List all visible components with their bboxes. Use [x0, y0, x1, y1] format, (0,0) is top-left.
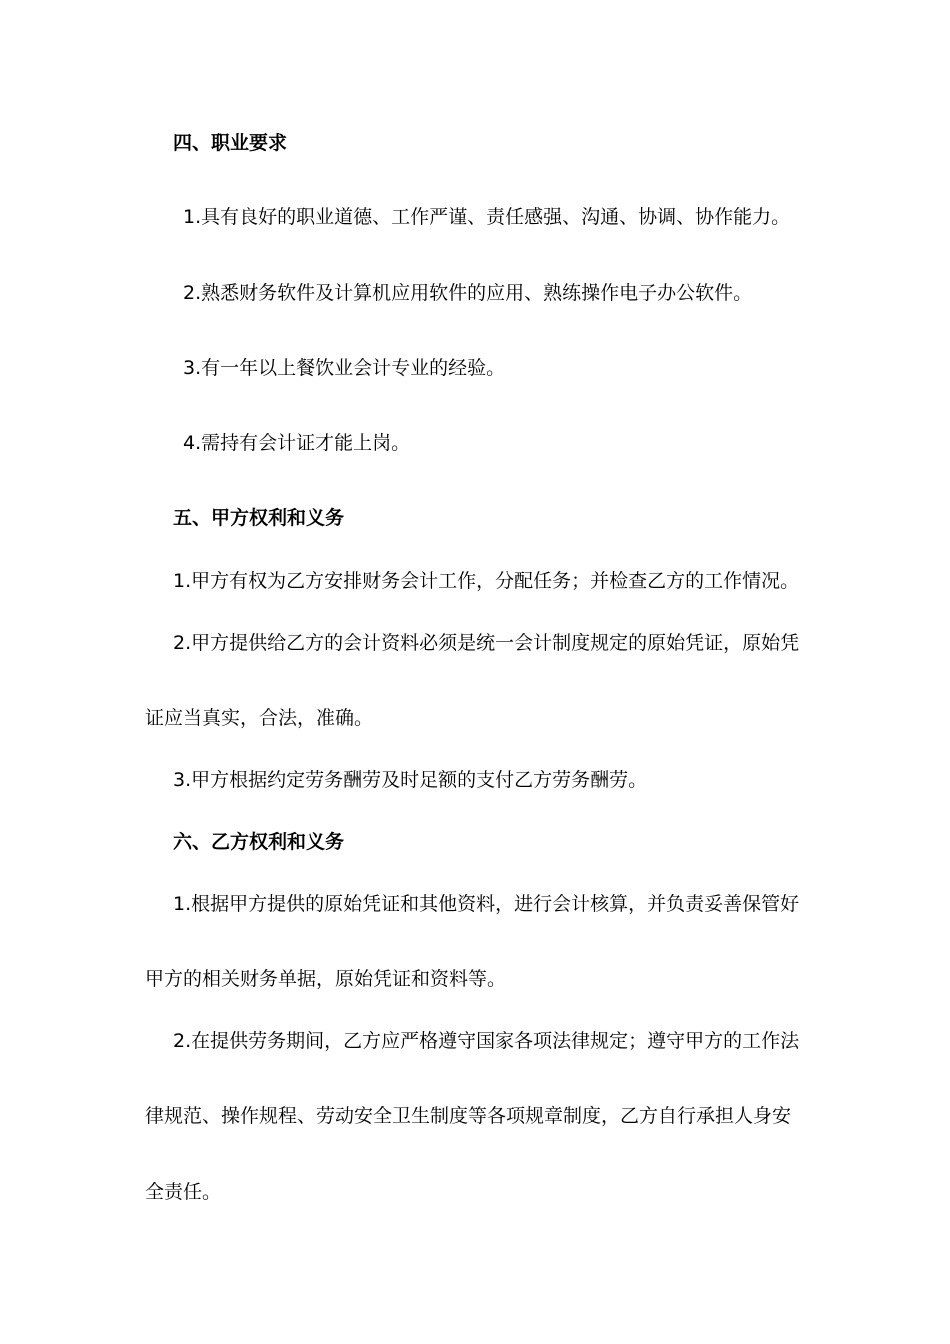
party-b-clause-1-cont: 甲方的相关财务单据，原始凭证和资料等。 — [145, 968, 507, 990]
party-a-clause-1: 1.甲方有权为乙方安排财务会计工作，分配任务；并检查乙方的工作情况。 — [173, 570, 800, 592]
party-b-clause-2: 2.在提供劳务期间，乙方应严格遵守国家各项法律规定；遵守甲方的工作法 — [173, 1030, 800, 1052]
party-a-clause-2: 2.甲方提供给乙方的会计资料必须是统一会计制度规定的原始凭证，原始凭 — [173, 632, 800, 654]
requirement-item-4: 4.需持有会计证才能上岗。 — [183, 432, 411, 454]
requirement-item-3: 3.有一年以上餐饮业会计专业的经验。 — [183, 357, 506, 379]
section-heading-4: 四、职业要求 — [173, 132, 288, 154]
requirement-item-2: 2.熟悉财务软件及计算机应用软件的应用、熟练操作电子办公软件。 — [183, 282, 753, 304]
party-a-clause-2-cont: 证应当真实，合法，准确。 — [145, 707, 374, 729]
requirement-item-1: 1.具有良好的职业道德、工作严谨、责任感强、沟通、协调、协作能力。 — [183, 206, 791, 228]
section-heading-6: 六、乙方权利和义务 — [173, 831, 345, 853]
section-heading-5: 五、甲方权利和义务 — [173, 507, 345, 529]
party-a-clause-3: 3.甲方根据约定劳务酬劳及时足额的支付乙方劳务酬劳。 — [173, 769, 648, 791]
party-b-clause-1: 1.根据甲方提供的原始凭证和其他资料，进行会计核算，并负责妥善保管好 — [173, 893, 800, 915]
party-b-clause-2-cont-2: 全责任。 — [145, 1181, 222, 1203]
party-b-clause-2-cont-1: 律规范、操作规程、劳动安全卫生制度等各项规章制度，乙方自行承担人身安 — [145, 1105, 792, 1127]
